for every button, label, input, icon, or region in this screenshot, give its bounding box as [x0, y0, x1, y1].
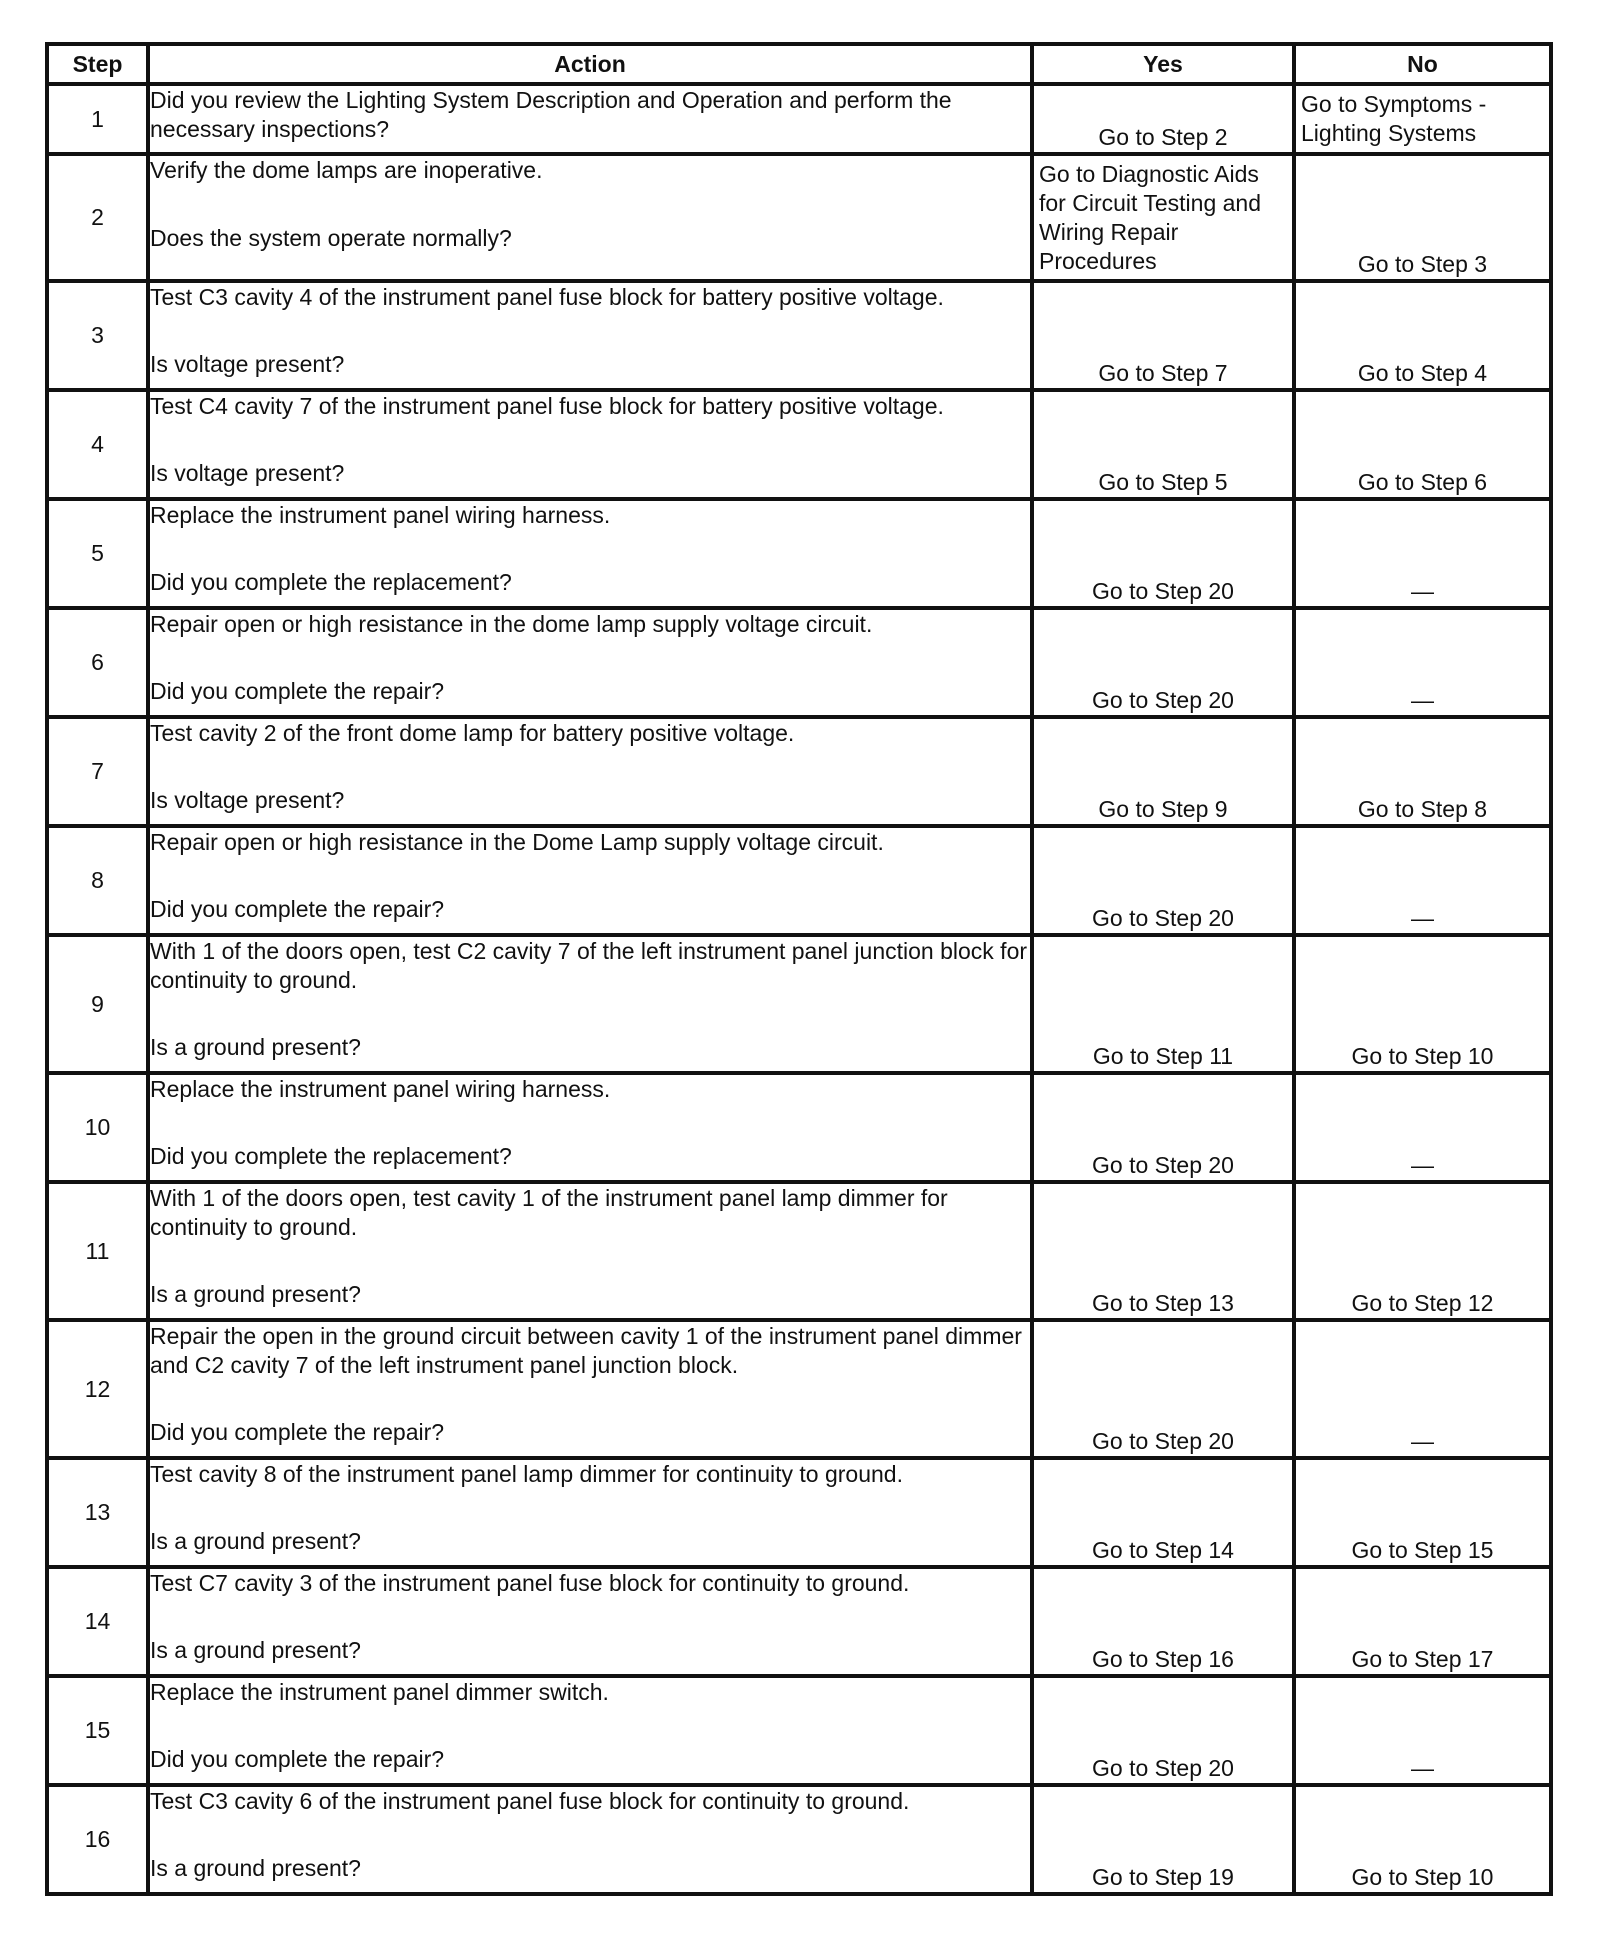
step-number: 3 [47, 281, 148, 390]
action-description: Test cavity 8 of the instrument panel lamp dimmer for continuity to ground. [150, 1461, 903, 1487]
step-number: 10 [47, 1073, 148, 1182]
action-question: Is a ground present? [150, 1528, 361, 1554]
action-cell [148, 1458, 1032, 1567]
action-cell [148, 1182, 1032, 1320]
no-cell: Go to Symptoms - Lighting Systems [1294, 84, 1551, 154]
action-description: Verify the dome lamps are inoperative. [150, 157, 543, 183]
action-question: Is a ground present? [150, 1637, 361, 1663]
table-row [47, 1073, 1551, 1182]
yes-cell: Go to Step 20 [1032, 1073, 1294, 1182]
action-cell [148, 717, 1032, 826]
table-row [47, 608, 1551, 717]
table-row [47, 1676, 1551, 1785]
table-row [47, 1320, 1551, 1458]
yes-cell: Go to Step 9 [1032, 717, 1294, 826]
step-number: 9 [47, 935, 148, 1073]
action-question: Did you complete the repair? [150, 678, 445, 704]
action-cell [148, 1676, 1032, 1785]
table-row [47, 935, 1551, 1073]
action-description: With 1 of the doors open, test C2 cavity 7 of the left instrument panel junction block for continuity to ground. [150, 938, 1028, 993]
step-number: 1 [47, 84, 148, 154]
step-number: 8 [47, 826, 148, 935]
action-cell [148, 608, 1032, 717]
step-number: 4 [47, 390, 148, 499]
table-row [47, 1182, 1551, 1320]
action-description: Test C3 cavity 6 of the instrument panel fuse block for continuity to ground. [150, 1788, 910, 1814]
yes-cell: Go to Step 7 [1032, 281, 1294, 390]
yes-cell: Go to Step 2 [1032, 84, 1294, 154]
step-number: 5 [47, 499, 148, 608]
no-cell: Go to Step 4 [1294, 281, 1551, 390]
step-number: 13 [47, 1458, 148, 1567]
action-cell [148, 390, 1032, 499]
step-number: 12 [47, 1320, 148, 1458]
table-row [47, 826, 1551, 935]
yes-cell: Go to Step 16 [1032, 1567, 1294, 1676]
yes-cell: Go to Step 14 [1032, 1458, 1294, 1567]
step-number: 16 [47, 1785, 148, 1894]
no-cell: Go to Step 10 [1294, 935, 1551, 1073]
step-number: 14 [47, 1567, 148, 1676]
action-question: Is a ground present? [150, 1281, 361, 1307]
action-cell [148, 935, 1032, 1073]
yes-cell: Go to Step 20 [1032, 1320, 1294, 1458]
action-cell [148, 1785, 1032, 1894]
yes-cell: Go to Step 20 [1032, 826, 1294, 935]
step-number: 15 [47, 1676, 148, 1785]
action-question: Did you complete the replacement? [150, 1143, 512, 1169]
action-question: Does the system operate normally? [150, 225, 512, 251]
action-description: Test C3 cavity 4 of the instrument panel fuse block for battery positive voltage. [150, 284, 944, 310]
yes-cell: Go to Step 11 [1032, 935, 1294, 1073]
action-cell [148, 1320, 1032, 1458]
no-cell: Go to Step 3 [1294, 154, 1551, 281]
action-description: Repair open or high resistance in the dome lamp supply voltage circuit. [150, 611, 873, 637]
no-cell: — [1294, 1320, 1551, 1458]
no-cell: Go to Step 15 [1294, 1458, 1551, 1567]
table-row [47, 84, 1551, 154]
no-cell: — [1294, 1676, 1551, 1785]
action-description: Test cavity 2 of the front dome lamp for battery positive voltage. [150, 720, 795, 746]
action-description: With 1 of the doors open, test cavity 1 of the instrument panel lamp dimmer for continuity to ground. [150, 1185, 948, 1240]
action-question: Did you complete the repair? [150, 896, 445, 922]
yes-cell: Go to Step 20 [1032, 499, 1294, 608]
action-description: Replace the instrument panel wiring harness. [150, 1076, 611, 1102]
table-row [47, 499, 1551, 608]
no-cell: — [1294, 1073, 1551, 1182]
no-cell: Go to Step 8 [1294, 717, 1551, 826]
table-row [47, 1567, 1551, 1676]
yes-cell: Go to Diagnostic Aids for Circuit Testing and Wiring Repair Procedures [1032, 154, 1294, 281]
action-cell [148, 281, 1032, 390]
yes-cell: Go to Step 19 [1032, 1785, 1294, 1894]
header-yes: Yes [1032, 44, 1294, 84]
action-cell [148, 1567, 1032, 1676]
action-question: Did you complete the replacement? [150, 569, 512, 595]
header-row [47, 44, 1551, 84]
diagnostic-table [45, 42, 1553, 1896]
no-cell: Go to Step 6 [1294, 390, 1551, 499]
table-row [47, 1458, 1551, 1567]
action-description: Test C7 cavity 3 of the instrument panel fuse block for continuity to ground. [150, 1570, 910, 1596]
action-description: Repair the open in the ground circuit between cavity 1 of the instrument panel dimmer and C2 cavity 7 of the left instrument panel junction block. [150, 1323, 1022, 1378]
action-cell [148, 499, 1032, 608]
action-cell [148, 1073, 1032, 1182]
yes-cell: Go to Step 20 [1032, 608, 1294, 717]
yes-cell: Go to Step 5 [1032, 390, 1294, 499]
header-step: Step [47, 44, 148, 84]
no-cell: Go to Step 10 [1294, 1785, 1551, 1894]
action-question: Is a ground present? [150, 1034, 361, 1060]
table-row [47, 154, 1551, 281]
action-question: Is a ground present? [150, 1855, 361, 1881]
action-cell [148, 154, 1032, 281]
table-row [47, 717, 1551, 826]
action-question: Did you complete the repair? [150, 1746, 445, 1772]
table-row [47, 390, 1551, 499]
table-row [47, 1785, 1551, 1894]
action-description: Replace the instrument panel wiring harness. [150, 502, 611, 528]
step-number: 7 [47, 717, 148, 826]
step-number: 6 [47, 608, 148, 717]
action-question: Is voltage present? [150, 787, 345, 813]
header-action: Action [148, 44, 1032, 84]
step-number: 11 [47, 1182, 148, 1320]
yes-cell: Go to Step 13 [1032, 1182, 1294, 1320]
action-cell [148, 84, 1032, 154]
header-no: No [1294, 44, 1551, 84]
action-description: Repair open or high resistance in the Dome Lamp supply voltage circuit. [150, 829, 884, 855]
no-cell: — [1294, 499, 1551, 608]
action-question: Is voltage present? [150, 351, 345, 377]
no-cell: Go to Step 12 [1294, 1182, 1551, 1320]
action-cell [148, 826, 1032, 935]
no-cell: — [1294, 826, 1551, 935]
action-question: Did you complete the repair? [150, 1419, 445, 1445]
no-cell: Go to Step 17 [1294, 1567, 1551, 1676]
action-description: Did you review the Lighting System Description and Operation and perform the necessary inspections? [150, 87, 952, 142]
step-number: 2 [47, 154, 148, 281]
table-row [47, 281, 1551, 390]
action-question: Is voltage present? [150, 460, 345, 486]
yes-cell: Go to Step 20 [1032, 1676, 1294, 1785]
action-description: Test C4 cavity 7 of the instrument panel fuse block for battery positive voltage. [150, 393, 944, 419]
no-cell: — [1294, 608, 1551, 717]
action-description: Replace the instrument panel dimmer switch. [150, 1679, 609, 1705]
